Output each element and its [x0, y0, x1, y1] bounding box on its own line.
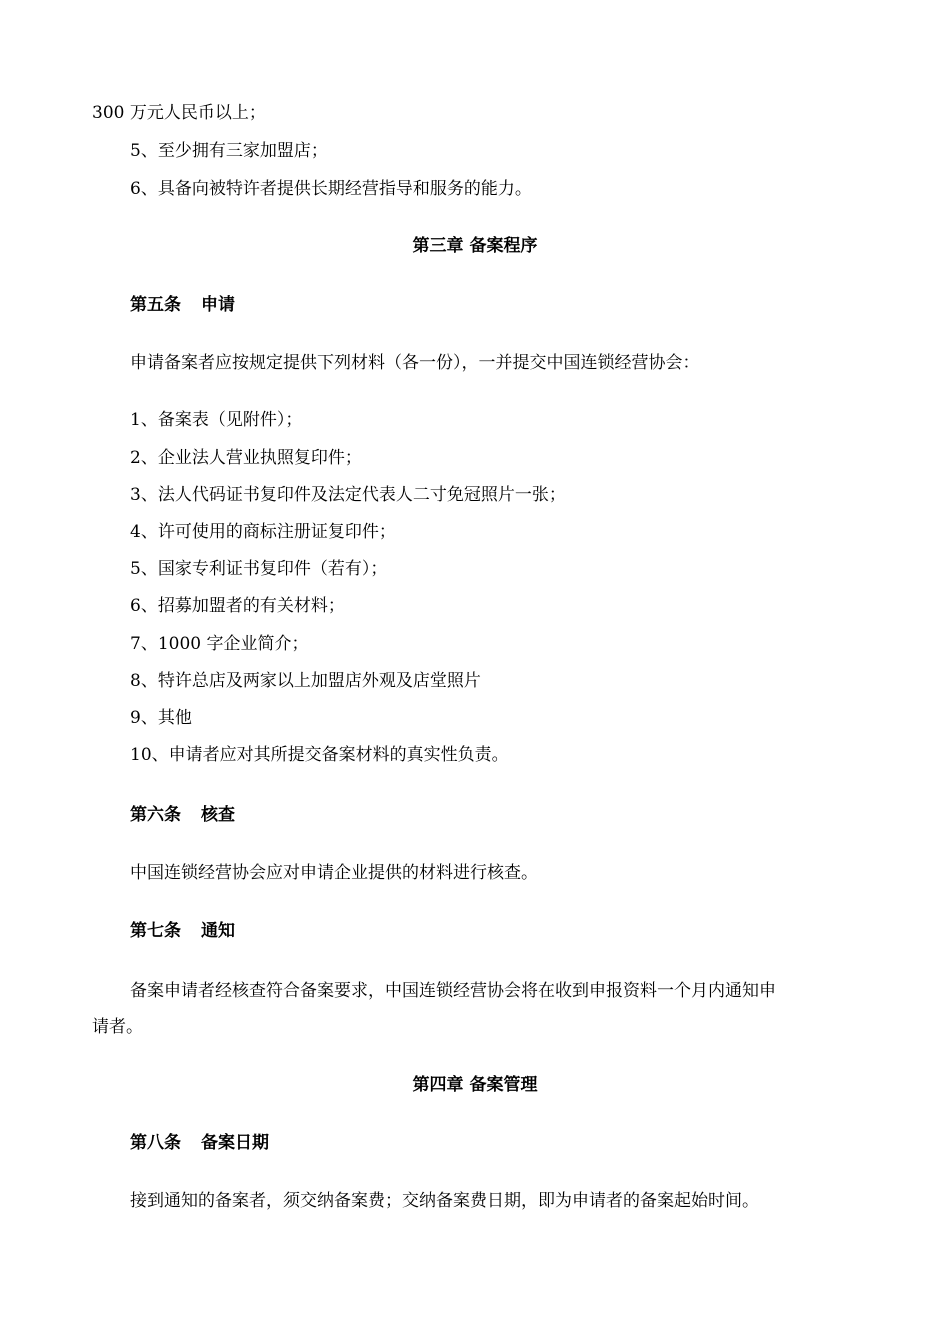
material-item: 7、1000 字企业简介； [130, 634, 309, 654]
article-paragraph: 申请备案者应按规定提供下列材料（各一份），一并提交中国连锁经营协会： [130, 353, 700, 373]
article-paragraph: 备案申请者经核查符合备案要求，中国连锁经营协会将在收到申报资料一个月内通知申 [130, 981, 776, 1001]
material-item: 5、国家专利证书复印件（若有）； [130, 559, 388, 579]
paragraph-continued: 300 万元人民币以上； [92, 103, 266, 123]
material-item: 6、招募加盟者的有关材料； [130, 596, 345, 616]
article-heading [130, 1132, 269, 1154]
article-paragraph: 中国连锁经营协会应对申请企业提供的材料进行核查。 [130, 863, 538, 883]
article-heading [130, 294, 235, 316]
material-item: 1、备案表（见附件）； [130, 410, 303, 430]
article-number: 第七条 [130, 921, 181, 941]
article-number: 第五条 [130, 295, 181, 315]
article-paragraph-continued: 请者。 [92, 1017, 143, 1037]
article-number: 第六条 [130, 805, 181, 825]
material-item: 10、申请者应对其所提交备案材料的真实性负责。 [130, 745, 509, 765]
article-title: 备案日期 [201, 1133, 269, 1153]
material-item: 4、许可使用的商标注册证复印件； [130, 522, 396, 542]
chapter-heading: 第三章 备案程序 [412, 236, 538, 256]
material-item: 3、法人代码证书复印件及法定代表人二寸免冠照片一张； [130, 485, 566, 505]
article-paragraph: 接到通知的备案者，须交纳备案费；交纳备案费日期，即为申请者的备案起始时间。 [130, 1191, 759, 1211]
article-heading [130, 920, 235, 942]
article-title: 申请 [201, 295, 235, 315]
article-title: 通知 [201, 921, 235, 941]
article-number: 第八条 [130, 1133, 181, 1153]
requirement-item: 6、具备向被特许者提供长期经营指导和服务的能力。 [130, 179, 532, 199]
article-heading [130, 804, 235, 826]
material-item: 8、特许总店及两家以上加盟店外观及店堂照片 [130, 671, 481, 691]
article-title: 核查 [201, 805, 235, 825]
chapter-heading: 第四章 备案管理 [412, 1075, 538, 1095]
requirement-item: 5、至少拥有三家加盟店； [130, 141, 328, 161]
material-item: 9、其他 [130, 708, 192, 728]
material-item: 2、企业法人营业执照复印件； [130, 448, 362, 468]
